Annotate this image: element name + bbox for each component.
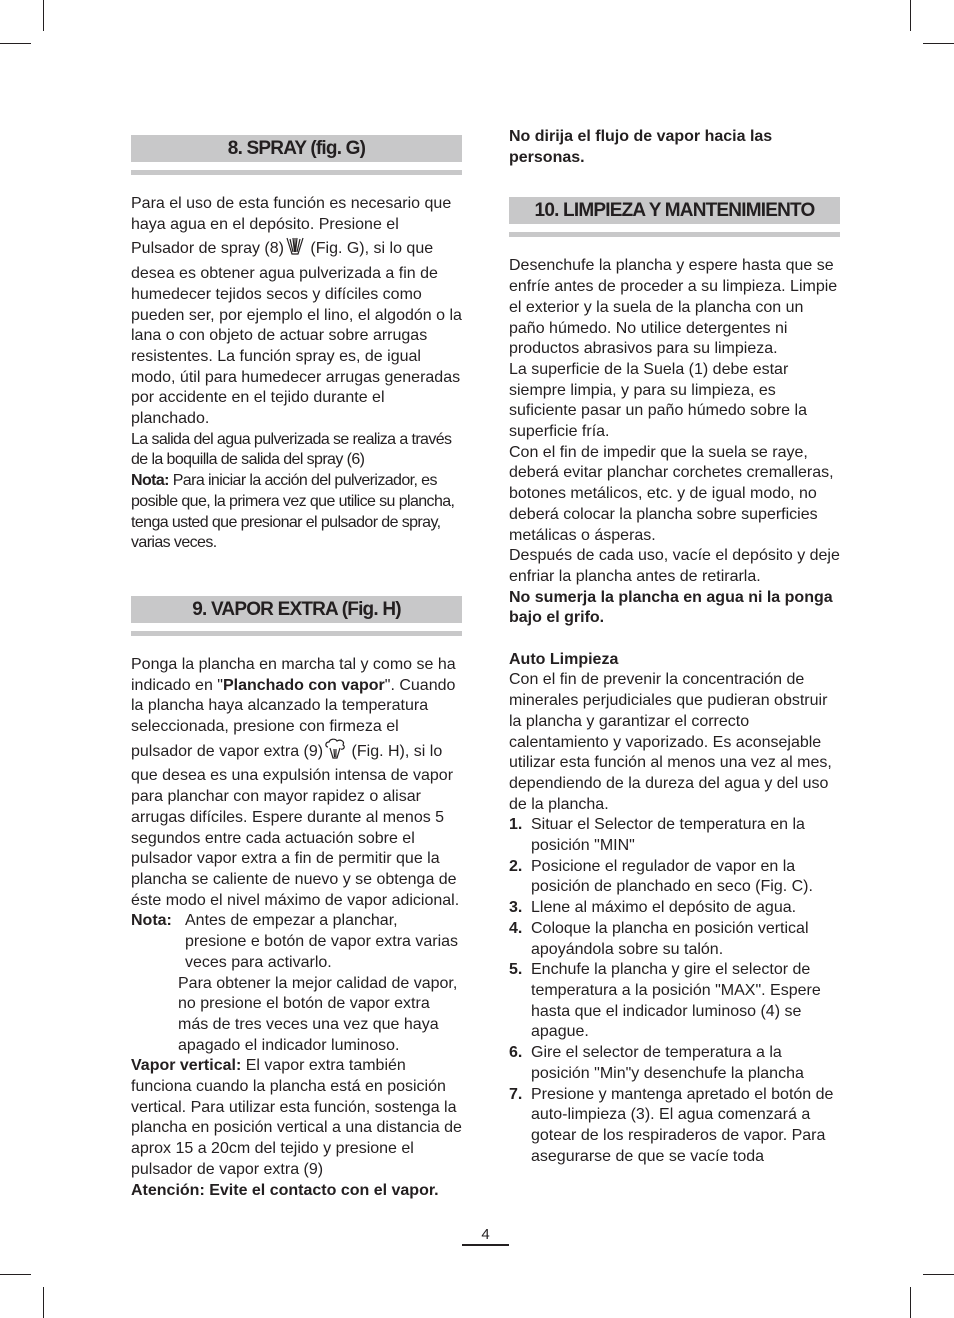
heading-rule — [131, 170, 462, 175]
vertical-text: El vapor extra también funciona cuando la plancha está en posición vertical. Para utilizar esta función, sostenga la plancha en posición vertical a una distancia de aprox 15 a 20cm del tejido y presione el pulsador de vapor extra (9) — [131, 1057, 462, 1178]
auto-limpieza-title-text: Auto Limpieza — [509, 650, 619, 668]
step-item — [509, 960, 840, 1043]
heading-rule — [509, 232, 840, 237]
step-text: Coloque la plancha en posición vertical apoyándola sobre su talón. — [531, 919, 809, 958]
step-number: 4. — [509, 919, 523, 937]
vertical-label: Vapor vertical: — [131, 1057, 242, 1075]
vapor-text-bold: Planchado con vapor — [222, 676, 385, 694]
limpieza-warning-text: No sumerja la plancha en agua ni la ponga bajo el grifo. — [509, 588, 833, 627]
nota-text-1: Antes de empezar a planchar, presione e botón de vapor extra varias veces para activarlo. — [185, 912, 459, 971]
vapor-text-a: Ponga la plancha en marcha tal y como se ha indicado en " — [131, 655, 456, 694]
nota-text-2: Para obtener la mejor calidad de vapor, no presione el botón de vapor extra más de tres veces una vez que haya apagado el indicador luminoso. — [178, 974, 458, 1054]
steam-warning — [509, 127, 840, 168]
limpieza-paragraph-1: Desenchufe la plancha y espere hasta que se enfríe antes de proceder a su limpieza. Limpie el exterior y la suela de la plancha con un paño húmedo. No utilice detergentes ni productos abrasivos para su limpieza. — [509, 257, 838, 358]
spray-icon — [284, 235, 306, 264]
atencion-text: Atención: Evite el contacto con el vapor. — [131, 1181, 439, 1199]
step-text: Enchufe la plancha y gire el selector de temperatura a la posición "MAX". Espere hasta que el indicador luminoso (4) se apague. — [531, 961, 821, 1041]
step-item — [509, 1085, 840, 1168]
crop-mark-bottom-right-v — [910, 1287, 911, 1318]
section-heading-vapor: 9. VAPOR EXTRA (Fig. H) — [131, 596, 462, 623]
step-number: 2. — [509, 857, 523, 875]
spray-paragraph-1 — [131, 194, 462, 430]
step-number: 7. — [509, 1085, 523, 1103]
crop-mark-bottom-left-h — [0, 1274, 31, 1275]
page-number: 4 — [481, 1226, 490, 1243]
step-number: 5. — [509, 961, 523, 979]
step-text: Gire el selector de temperatura a la posición "Min"y desenchufe la plancha — [531, 1044, 804, 1082]
step-item — [509, 1043, 840, 1084]
step-text: Presione y mantenga apretado el botón de auto-limpieza (3). El agua comenzará a gotear de los respiraderos de vapor. Para asegurarse de que se vacíe toda — [531, 1085, 834, 1165]
vapor-text-c: (Fig. H), si lo que desea es una expulsión intensa de vapor para planchar con mayor rapidez o alisar arrugas difíciles. Espere durante al menos 5 segundos entre cada actuación sobre el pulsador vapor extra a fin de permitir que la plancha se caliente de nuevo y se obtenga de éste modo el nivel máximo de vapor adicional. — [131, 742, 460, 909]
step-item — [509, 919, 840, 960]
vapor-text-b: ". Cuando la plancha haya alcanzado la temperatura seleccionada, presione con firmeza el pulsador de vapor extra (9) — [131, 676, 456, 760]
page-number-rule — [462, 1244, 509, 1246]
step-item — [509, 815, 840, 856]
right-column — [509, 127, 840, 1167]
auto-limpieza-text: Con el fin de prevenir la concentración de minerales perjudiciales que pudieran obstruir la plancha y garantizar el correcto calentamiento y vaporizado. Es aconsejable utilizar esta función al menos una vez al mes, dependiendo de la dureza del agua y del uso de la plancha. — [509, 671, 832, 813]
step-item — [509, 898, 840, 919]
spray-nota — [131, 471, 462, 554]
limpieza-paragraph-3: Con el fin de impedir que la suela se raye, deberá evitar planchar corchetes cremalleras, botones metálicos, etc. y de igual modo, no deberá colocar la plancha sobre superficies metálicas o ásperas. — [509, 443, 834, 544]
auto-limpieza-title — [509, 650, 840, 671]
crop-mark-top-left-h — [0, 43, 31, 44]
auto-limpieza-steps — [509, 815, 840, 1167]
step-number: 1. — [509, 816, 523, 834]
vapor-vertical — [131, 1056, 462, 1180]
limpieza-paragraph-4: Después de cada uso, vacíe el depósito y deje enfriar la plancha antes de retirarla. — [509, 547, 840, 585]
crop-mark-bottom-left-v — [43, 1287, 44, 1318]
crop-mark-top-right-h — [923, 43, 954, 44]
spray-text-a: Para el uso de esta función es necesario que haya agua en el depósito. Presione el Pulsador de spray (8) — [131, 195, 452, 258]
vapor-paragraph-1 — [131, 655, 462, 911]
vapor-nota — [131, 911, 462, 973]
step-number: 6. — [509, 1044, 523, 1062]
spray-paragraph-2: La salida del agua pulverizada se realiza a través de la boquilla de salida del spray (6) — [131, 430, 452, 469]
left-column — [131, 135, 462, 1201]
heading-rule — [131, 631, 462, 636]
step-item — [509, 857, 840, 898]
crop-mark-top-left-v — [43, 0, 44, 31]
spray-text-b: (Fig. G), si lo que desea es obtener agua pulverizada a fin de humedecer tejidos secos y difíciles como pueden ser, por ejemplo el lino, el algodón o la lana o con objeto de actuar sobre arrugas resistentes. La función spray es, de igual modo, útil para humedecer arrugas generadas por accidente en el tejido durante el planchado. — [131, 240, 462, 428]
section-heading-spray: 8. SPRAY (fig. G) — [131, 135, 462, 162]
step-text: Situar el Selector de temperatura en la posición "MIN" — [531, 816, 805, 855]
limpieza-warning — [509, 588, 840, 629]
nota-text: Para iniciar la acción del pulverizador, es posible que, la primera vez que utilice su plancha, tenga usted que presionar el pulsador de spray, varias veces. — [131, 472, 455, 552]
step-number: 3. — [509, 899, 523, 917]
nota-label: Nota: — [131, 472, 169, 490]
steam-warning-text: No dirija el flujo de vapor hacia las personas. — [509, 128, 773, 166]
limpieza-paragraph-2: La superficie de la Suela (1) debe estar siempre limpia, y para su limpieza, es suficiente pasar un paño húmedo sobre la superficie fría. — [509, 360, 807, 441]
nota-label: Nota: — [131, 912, 172, 930]
steam-burst-icon — [323, 738, 347, 767]
step-text: Posicione el regulador de vapor en la posición de planchado en seco (Fig. C). — [531, 857, 813, 896]
step-text: Llene al máximo el depósito de agua. — [531, 899, 797, 917]
crop-mark-top-right-v — [910, 0, 911, 31]
section-heading-limpieza: 10. LIMPIEZA Y MANTENIMIENTO — [509, 197, 840, 224]
vapor-atencion — [131, 1181, 462, 1202]
crop-mark-bottom-right-h — [923, 1274, 954, 1275]
